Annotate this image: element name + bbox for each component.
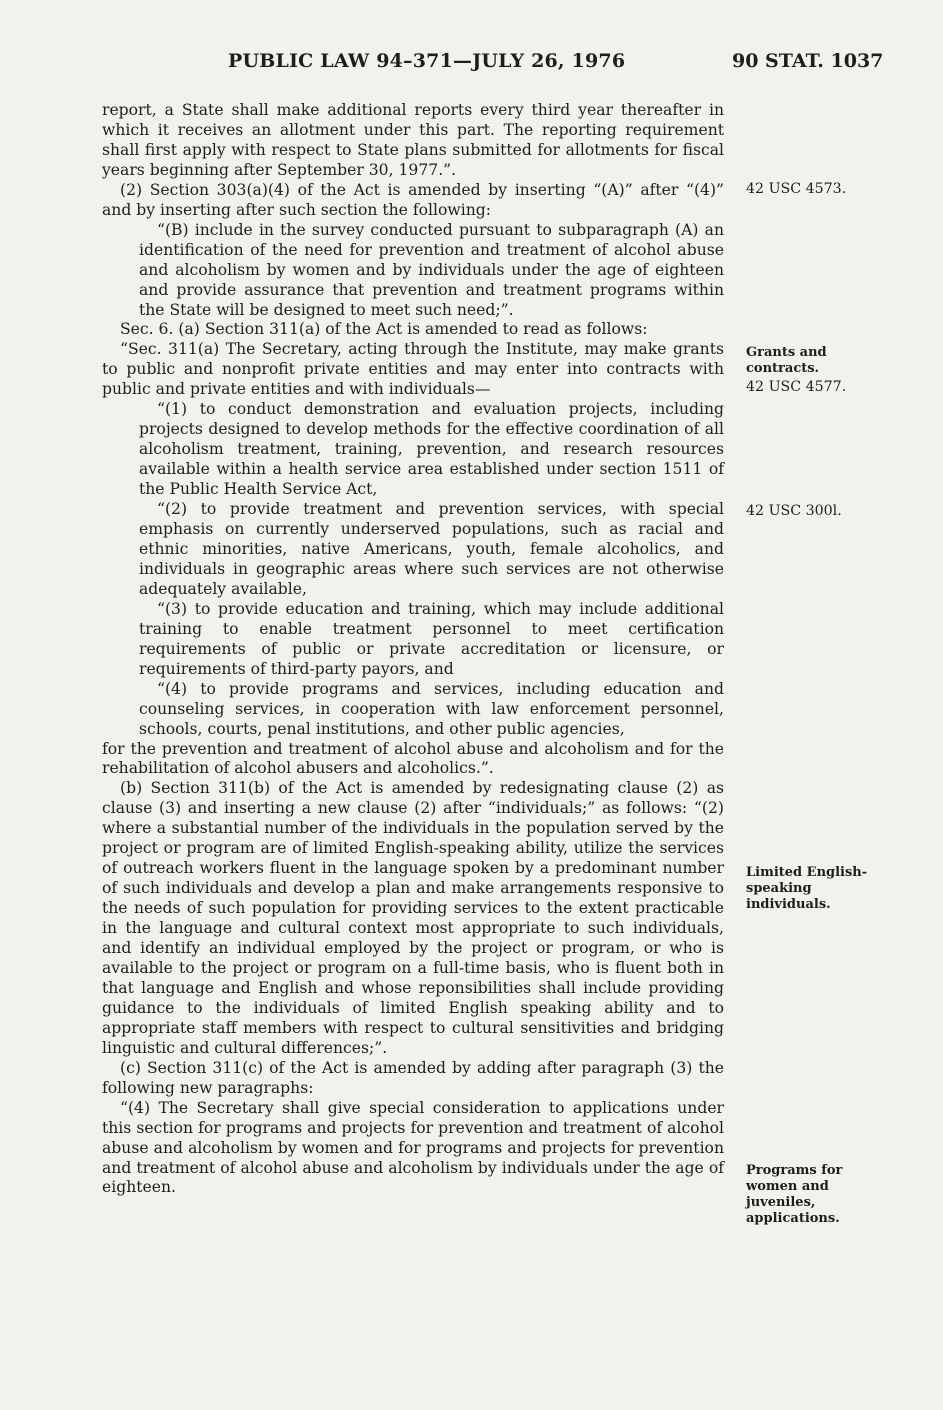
quoted-paragraph: “(1) to conduct demonstration and evaluation projects, including projects designed to develop methods for the effective coordination of all alcoholism treatment, training, prevention, and research resources available within a health service area established under section 1511 of the Public Health Service Act, (139, 400, 724, 499)
paragraph: “(4) The Secretary shall give special consideration to applications under this section for programs and projects for prevention and treatment of alcohol abuse and alcoholism by women and for programs and projects for prevention and treatment of alcohol abuse and alcoholism by individuals under the age of eighteen. (102, 1098, 724, 1197)
paragraph: (c) Section 311(c) of the Act is amended by adding after paragraph (3) the following new paragraphs: (102, 1058, 724, 1097)
margin-citation: 42 USC 4577. (746, 379, 847, 395)
running-header (0, 50, 943, 76)
paragraph: (b) Section 311(b) of the Act is amended by redesignating clause (2) as clause (3) and inserting a new clause (2) after “individuals;” as follows: “(2) where a substantial number of the individuals in the population served by the project or program are of limited English-speaking ability, utilize the services of outreach workers fluent in the language spoken by a predominant number of such individuals and develop a plan and make arrangements responsive to the needs of such population for providing services to the extent practicable in the language and cultural context most appropriate to such individuals, and identify an individual employed by the project or program, or who is available to the project or program on a full-time basis, who is fluent both in that language and English and whose reponsibilities shall include providing guidance to the individuals of limited English speaking ability and to appropriate staff members with respect to cultural sensitivities and bridging linguistic and cultural differences;”. (102, 779, 724, 1057)
quoted-paragraph: “(4) to provide programs and services, including education and counseling services, in cooperation with law enforcement personnel, schools, courts, penal institutions, and other public agencies, (139, 679, 724, 738)
paragraph: for the prevention and treatment of alcohol abuse and alcoholism and for the rehabilitation of alcohol abusers and alcoholics.”. (102, 739, 724, 778)
body-text (102, 101, 724, 1198)
section-heading-paragraph: Sec. 6. (a) Section 311(a) of the Act is amended to read as follows: (120, 320, 648, 339)
margin-note-limited-english: Limited English- speaking individuals. (746, 865, 868, 912)
margin-citation: 42 USC 300l. (746, 503, 842, 519)
margin-citation: 42 USC 4573. (746, 181, 847, 197)
margin-note-programs: Programs for women and juveniles, applications. (746, 1163, 843, 1226)
page-title: PUBLIC LAW 94–371—JULY 26, 1976 (228, 50, 626, 72)
paragraph: “Sec. 311(a) The Secretary, acting through the Institute, may make grants to public and nonprofit private entities and may enter into contracts with public and private entities and with individuals— (102, 340, 724, 399)
margin-note-grants: Grants and contracts. (746, 345, 827, 376)
quoted-paragraph: “(3) to provide education and training, which may include additional training to enable treatment personnel to meet certification requirements of public or private accreditation or licensure, or requirements of third-party payors, and (139, 599, 724, 678)
quoted-paragraph: “(B) include in the survey conducted pursuant to subparagraph (A) an identification of the need for prevention and treatment of alcohol abuse and alcoholism by women and by individuals under the age of eighteen and provide assurance that prevention and treatment programs within the State will be designed to meet such need;”. (139, 220, 724, 319)
statute-page-number: 90 STAT. 1037 (732, 50, 884, 72)
paragraph: (2) Section 303(a)(4) of the Act is amended by inserting “(A)” after “(4)” and by inserting after such section the following: (102, 180, 724, 219)
paragraph: report, a State shall make additional reports every third year thereafter in which it receives an allotment under this part. The reporting requirement shall first apply with respect to State plans submitted for allotments for fiscal years beginning after September 30, 1977.”. (102, 101, 724, 179)
quoted-paragraph: “(2) to provide treatment and prevention services, with special emphasis on currently underserved populations, such as racial and ethnic minorities, native Americans, youth, female alcoholics, and individuals in geographic areas where such services are not otherwise adequately available, (139, 500, 724, 598)
